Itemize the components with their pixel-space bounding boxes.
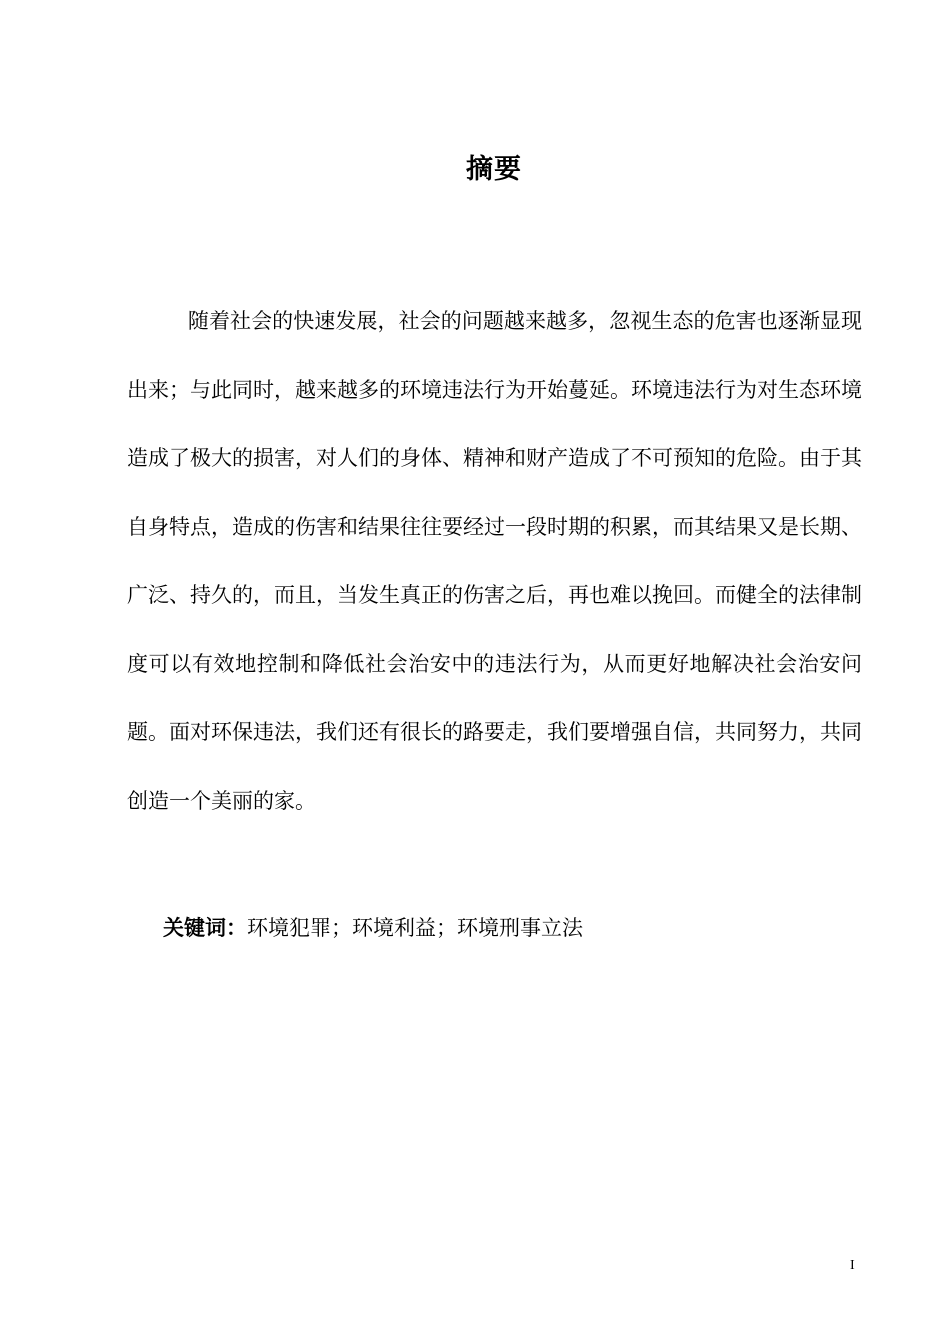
page-number: I	[850, 1258, 855, 1273]
keywords-label: 关键词：	[163, 916, 247, 940]
abstract-paragraph: 随着社会的快速发展，社会的问题越来越多，忽视生态的危害也逐渐显现出来；与此同时，越来越多的环境违法行为开始蔓延。环境违法行为对生态环境造成了极大的损害，对人们的身体、精神和财产造成了不可预知的危险。由于其自身特点，造成的伤害和结果往往要经过一段时期的积累，而其结果又是长期、广泛、持久的，而且，当发生真正的伤害之后，再也难以挽回。而健全的法律制度可以有效地控制和降低社会治安中的违法行为，从而更好地解决社会治安问题。面对环保违法，我们还有很长的路要走，我们要增强自信，共同努力，共同创造一个美丽的家。	[127, 309, 862, 813]
keywords-list: 环境犯罪；环境利益；环境刑事立法	[247, 916, 583, 940]
page-title: 摘要	[466, 154, 522, 185]
keywords-line	[163, 909, 863, 947]
